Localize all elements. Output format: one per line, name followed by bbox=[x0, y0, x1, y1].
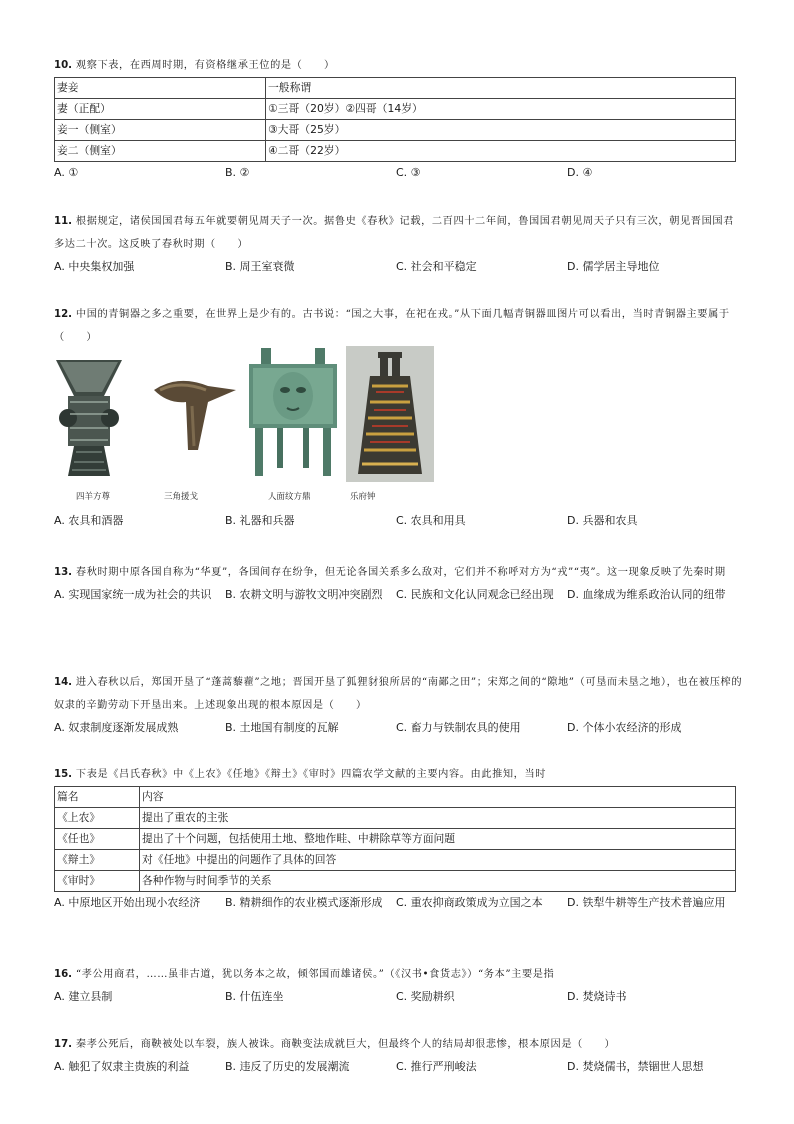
options bbox=[54, 892, 738, 914]
question-10 bbox=[54, 54, 744, 184]
question-stem: 16. “孝公用商君，……虽非古道，犹以务本之故，倾邻国而雄诸侯。”（《汉书•食货志》）“务本”主要是指 bbox=[54, 969, 555, 980]
table-row: 《辩土》 对《任地》中提出的问题作了具体的回答 bbox=[55, 850, 736, 871]
table-row: 篇名 内容 bbox=[55, 787, 736, 808]
option-c[interactable]: C. 奖励耕织 bbox=[396, 990, 455, 1003]
options bbox=[54, 986, 738, 1008]
table-row: 《任也》 提出了十个问题，包括使用土地、整地作畦、中耕除草等方面问题 bbox=[55, 829, 736, 850]
option-b[interactable]: B. 什伍连坐 bbox=[225, 990, 284, 1003]
option-b[interactable]: B. ② bbox=[225, 166, 250, 179]
option-d[interactable]: D. 个体小农经济的形成 bbox=[567, 721, 682, 734]
options bbox=[54, 717, 738, 739]
table-row: 《上农》 提出了重农的主张 bbox=[55, 808, 736, 829]
lushi-chunqiu-table bbox=[54, 786, 736, 892]
option-b[interactable]: B. 违反了历史的发展潮流 bbox=[225, 1060, 350, 1073]
option-d[interactable]: D. 铁犁牛耕等生产技术普遍应用 bbox=[567, 896, 726, 909]
options bbox=[54, 1056, 738, 1078]
option-d[interactable]: D. ④ bbox=[567, 166, 593, 179]
table-row: 妾一（侧室） ③大哥（25岁） bbox=[55, 120, 736, 141]
human-face-ding-image bbox=[247, 346, 339, 481]
option-c[interactable]: C. ③ bbox=[396, 166, 421, 179]
option-d[interactable]: D. 焚烧儒书，禁锢世人思想 bbox=[567, 1060, 704, 1073]
options bbox=[54, 162, 738, 184]
table-row: 《审时》 各种作物与时间季节的关系 bbox=[55, 871, 736, 892]
option-c[interactable]: C. 社会和平稳定 bbox=[396, 260, 477, 273]
options bbox=[54, 584, 738, 606]
question-16 bbox=[54, 963, 744, 1008]
question-stem: 15. 下表是《吕氏春秋》中《上农》《任地》《辩土》《审时》四篇农学文献的主要内容。由此推知，当时 bbox=[54, 769, 547, 780]
table-row: 妻妾 一般称谓 bbox=[55, 78, 736, 99]
triangular-dagger-axe-image bbox=[148, 366, 240, 456]
question-stem: 17. 秦孝公死后，商鞅被处以车裂，族人被诛。商鞅变法成就巨大，但最终个人的结局却很悲惨，根本原因是（ ） bbox=[54, 1039, 616, 1050]
option-a[interactable]: A. 农具和酒器 bbox=[54, 514, 124, 527]
option-c[interactable]: C. 民族和文化认同观念已经出现 bbox=[396, 588, 554, 601]
option-c[interactable]: C. 农具和用具 bbox=[396, 514, 466, 527]
option-d[interactable]: D. 兵器和农具 bbox=[567, 514, 638, 527]
four-ram-zun-image bbox=[54, 356, 124, 481]
option-a[interactable]: A. 实现国家统一成为社会的共识 bbox=[54, 588, 212, 601]
question-stem: 12. 中国的青铜器之多之重要，在世界上是少有的。古书说：“国之大事，在祀在戎。”从下面几幅青铜器皿图片可以看出，当时青铜器主要属于（ ） bbox=[54, 309, 730, 343]
option-a[interactable]: A. 中原地区开始出现小农经济 bbox=[54, 896, 201, 909]
option-d[interactable]: D. 焚烧诗书 bbox=[567, 990, 627, 1003]
caption: 四羊方尊 bbox=[76, 492, 111, 502]
table-row: 妾二（侧室） ④二哥（22岁） bbox=[55, 141, 736, 162]
option-b[interactable]: B. 农耕文明与游牧文明冲突剧烈 bbox=[225, 588, 383, 601]
option-a[interactable]: A. 建立县制 bbox=[54, 990, 113, 1003]
option-d[interactable]: D. 血缘成为维系政治认同的纽带 bbox=[567, 588, 726, 601]
table-row: 妻（正配） ①三哥（20岁）②四哥（14岁） bbox=[55, 99, 736, 120]
option-c[interactable]: C. 畜力与铁制农具的使用 bbox=[396, 721, 521, 734]
option-b[interactable]: B. 土地国有制度的瓦解 bbox=[225, 721, 339, 734]
question-stem: 10. 观察下表，在西周时期，有资格继承王位的是（ ） bbox=[54, 60, 335, 71]
question-stem: 11. 根据规定，诸侯国国君每五年就要朝见周天子一次。据鲁史《春秋》记载，二百四十二年间，鲁国国君朝见周天子只有三次，朝见晋国国君多达二十次。这反映了春秋时期（ ） bbox=[54, 216, 734, 250]
option-a[interactable]: A. 触犯了奴隶主贵族的利益 bbox=[54, 1060, 190, 1073]
succession-table bbox=[54, 77, 736, 162]
option-a[interactable]: A. ① bbox=[54, 166, 79, 179]
question-11 bbox=[54, 210, 744, 278]
question-13 bbox=[54, 561, 744, 606]
question-stem: 14. 进入春秋以后，郑国开垦了“蓬蒿藜藋”之地；晋国开垦了狐狸豺狼所居的“南鄙之田”；宋郑之间的“隙地”（可垦而未垦之地），也在被压榨的奴隶的辛勤劳动下开垦出来。上述现象出现的根本原因是（ ） bbox=[54, 677, 743, 711]
caption: 人面纹方鼎 bbox=[268, 492, 311, 502]
option-b[interactable]: B. 礼器和兵器 bbox=[225, 514, 295, 527]
caption: 乐府钟 bbox=[350, 492, 376, 502]
option-b[interactable]: B. 精耕细作的农业模式逐渐形成 bbox=[225, 896, 383, 909]
yuefu-bell-image bbox=[346, 346, 434, 482]
question-15 bbox=[54, 763, 744, 914]
options bbox=[54, 510, 738, 532]
option-b[interactable]: B. 周王室衰微 bbox=[225, 260, 295, 273]
question-17 bbox=[54, 1033, 744, 1078]
question-12-options bbox=[54, 510, 744, 532]
option-d[interactable]: D. 儒学居主导地位 bbox=[567, 260, 660, 273]
option-a[interactable]: A. 中央集权加强 bbox=[54, 260, 135, 273]
question-stem: 13. 春秋时期中原各国自称为“华夏”，各国间存在纷争，但无论各国关系多么敌对，它们并不称呼对方为“戎”“夷”。这一现象反映了先秦时期 bbox=[54, 567, 726, 578]
question-14 bbox=[54, 671, 744, 739]
option-c[interactable]: C. 重农抑商政策成为立国之本 bbox=[396, 896, 543, 909]
question-12 bbox=[54, 303, 744, 349]
option-c[interactable]: C. 推行严刑峻法 bbox=[396, 1060, 477, 1073]
option-a[interactable]: A. 奴隶制度逐渐发展成熟 bbox=[54, 721, 179, 734]
options bbox=[54, 256, 738, 278]
caption: 三角援戈 bbox=[164, 492, 199, 502]
bronze-images bbox=[54, 346, 454, 506]
